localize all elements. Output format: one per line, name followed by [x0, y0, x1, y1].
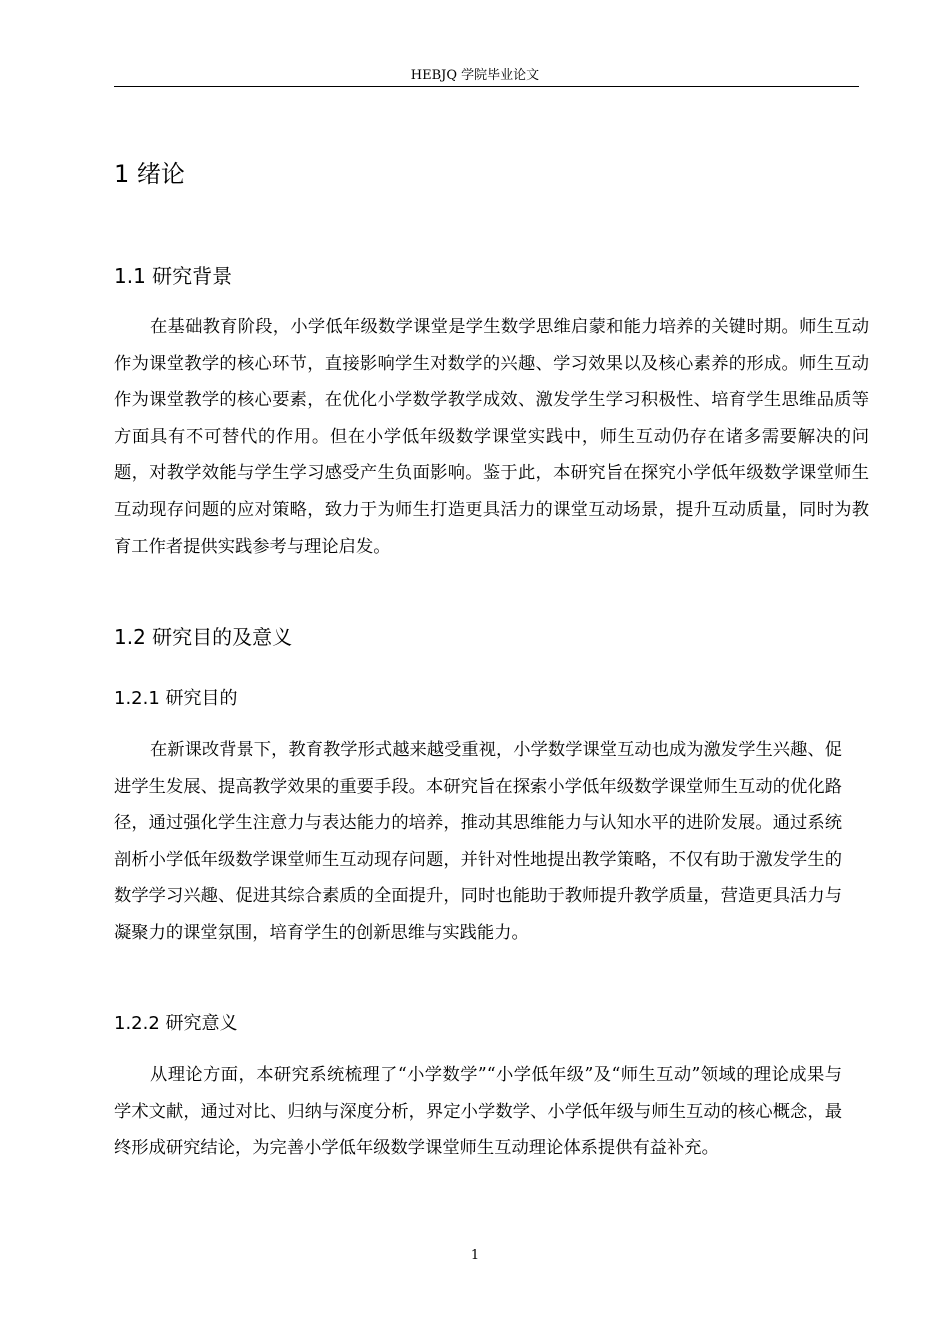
paragraph-research-background: 在基础教育阶段，小学低年级数学课堂是学生数学思维启蒙和能力培养的关键时期。师生互动作为课堂教学的核心环节，直接影响学生对数学的兴趣、学习效果以及核心素养的形成。师生互动作为课堂教学的核心要素，在优化小学数学教学成效、激发学生学习积极性、培育学生思维品质等方面具有不可替代的作用。但在小学低年级数学课堂实践中，师生互动仍存在诸多需要解决的问题，对教学效能与学生学习感受产生负面影响。鉴于此，本研究旨在探究小学低年级数学课堂师生互动现存问题的应对策略，致力于为师生打造更具活力的课堂互动场景，提升互动质量，同时为教育工作者提供实践参考与理论启发。	[114, 317, 869, 557]
section-heading-1-2: 1.2 研究目的及意义	[114, 625, 293, 649]
section-heading-1-2-2: 1.2.2 研究意义	[114, 1013, 238, 1034]
chapter-title: 1 绪论	[114, 160, 185, 188]
header-divider	[114, 86, 859, 87]
running-header: HEBJQ 学院毕业论文	[410, 68, 540, 83]
section-heading-1-1: 1.1 研究背景	[114, 264, 233, 288]
paragraph-research-purpose: 在新课改背景下，教育教学形式越来越受重视，小学数学课堂互动也成为激发学生兴趣、促进学生发展、提高教学效果的重要手段。本研究旨在探索小学低年级数学课堂师生互动的优化路径，通过强化学生注意力与表达能力的培养，推动其思维能力与认知水平的进阶发展。通过系统剖析小学低年级数学课堂师生互动现存问题，并针对性地提出教学策略，不仅有助于激发学生的数学学习兴趣、促进其综合素质的全面提升，同时也能助于教师提升教学质量，营造更具活力与凝聚力的课堂氛围，培育学生的创新思维与实践能力。	[114, 740, 842, 943]
section-heading-1-2-1: 1.2.1 研究目的	[114, 688, 238, 709]
page-number: 1	[470, 1248, 480, 1263]
paragraph-research-significance: 从理论方面，本研究系统梳理了“小学数学”“小学低年级”及“师生互动”领域的理论成果与学术文献，通过对比、归纳与深度分析，界定小学数学、小学低年级与师生互动的核心概念，最终形成研究结论，为完善小学低年级数学课堂师生互动理论体系提供有益补充。	[114, 1065, 842, 1159]
